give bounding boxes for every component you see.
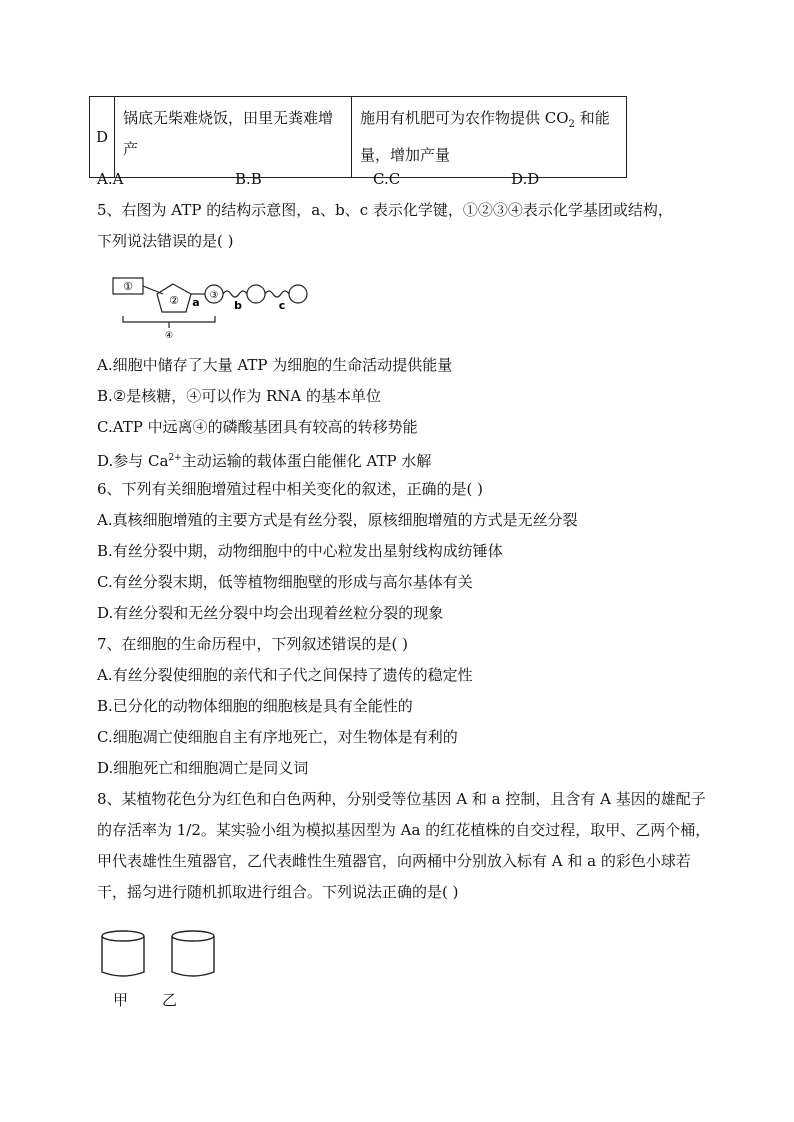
- atp-structure-diagram: [108, 272, 328, 344]
- diagram-label-c: c: [278, 299, 286, 312]
- q4-option-b: B.B: [235, 170, 262, 188]
- explanation-text-post: 和能量，增加产量: [360, 109, 610, 164]
- table-row-label: D: [90, 97, 115, 178]
- explanation-subscript: 2: [568, 119, 575, 130]
- q6-option-a: A.真核细胞增殖的主要方式是有丝分裂，原核细胞增殖的方式是无丝分裂: [97, 511, 578, 529]
- phosphate-circle-3: [289, 285, 307, 303]
- bucket-label-jia: 甲: [113, 991, 129, 1009]
- q5-option-c: C.ATP 中远离④的磷酸基团具有较高的转移势能: [97, 418, 418, 436]
- q7-option-b: B.已分化的动物体细胞的细胞核是具有全能性的: [97, 697, 413, 715]
- q5-stem-line2: 下列说法错误的是( ): [97, 232, 234, 250]
- q7-option-c: C.细胞凋亡使细胞自主有序地死亡，对生物体是有利的: [97, 728, 458, 746]
- q6-option-c: C.有丝分裂末期，低等植物细胞壁的形成与高尔基体有关: [97, 573, 473, 591]
- diagram-label-4: ④: [164, 331, 174, 341]
- diagram-label-2: ②: [169, 294, 179, 307]
- q5-option-d-post: 主动运输的载体蛋白能催化 ATP 水解: [181, 452, 432, 470]
- q5-stem-line1: 5、右图为 ATP 的结构示意图，a、b、c 表示化学键，①②③④表示化学基团或结构，: [97, 201, 673, 219]
- diagram-label-3: ③: [209, 290, 219, 301]
- phosphate-circle-2: [247, 285, 265, 303]
- q8-stem: 8、某植物花色分为红色和白色两种，分别受等位基因 A 和 a 控制，且含有 A 基因的雄配子的存活率为 1/2。某实验小组为模拟基因型为 Aa 的红花植株的自交过程，取甲、乙两个桶，甲代表雄性生殖器官，乙代表雌性生殖器官，向两桶中分别放入标有 A 和 a 的彩色小球若干，摇匀进行随机抓取进行组合。下列说法正确的是( ): [97, 790, 711, 901]
- q7-stem: 7、在细胞的生命历程中，下列叙述错误的是( ): [97, 635, 409, 653]
- bucket-yi-icon: [172, 931, 214, 976]
- q6-option-b: B.有丝分裂中期，动物细胞中的中心粒发出星射线构成纺锤体: [97, 542, 503, 560]
- diagram-label-1: ①: [123, 280, 133, 293]
- q6-option-d: D.有丝分裂和无丝分裂中均会出现着丝粒分裂的现象: [97, 604, 444, 622]
- q4-option-a: A.A: [97, 170, 124, 188]
- q5-option-a: A.细胞中储存了大量 ATP 为细胞的生命活动提供能量: [97, 356, 453, 374]
- table-cell-explanation: [352, 97, 627, 178]
- table-row: [90, 97, 627, 178]
- previous-question-table: [89, 96, 627, 178]
- q6-stem: 6、下列有关细胞增殖过程中相关变化的叙述，正确的是( ): [97, 480, 484, 498]
- q4-option-c: C.C: [373, 170, 401, 188]
- bracket: [123, 316, 215, 322]
- buckets-diagram: [98, 928, 228, 980]
- q7-option-d: D.细胞死亡和细胞凋亡是同义词: [97, 759, 309, 777]
- diagram-label-b: b: [234, 299, 242, 312]
- table-cell-saying: 锅底无柴难烧饭，田里无粪难增产: [115, 97, 352, 178]
- q5-option-b: B.②是核糖，④可以作为 RNA 的基本单位: [97, 387, 382, 405]
- q5-option-d: [97, 448, 431, 471]
- diagram-label-a: a: [192, 296, 200, 309]
- q7-option-a: A.有丝分裂使细胞的亲代和子代之间保持了遗传的稳定性: [97, 666, 473, 684]
- bucket-jia-icon: [102, 931, 144, 976]
- bucket-label-yi: 乙: [162, 991, 178, 1009]
- q4-option-d: D.D: [511, 170, 540, 188]
- explanation-text-pre: 施用有机肥可为农作物提供 CO: [360, 109, 569, 127]
- q5-option-d-sup: 2+: [168, 453, 182, 463]
- q5-option-d-pre: D.参与 Ca: [97, 452, 169, 470]
